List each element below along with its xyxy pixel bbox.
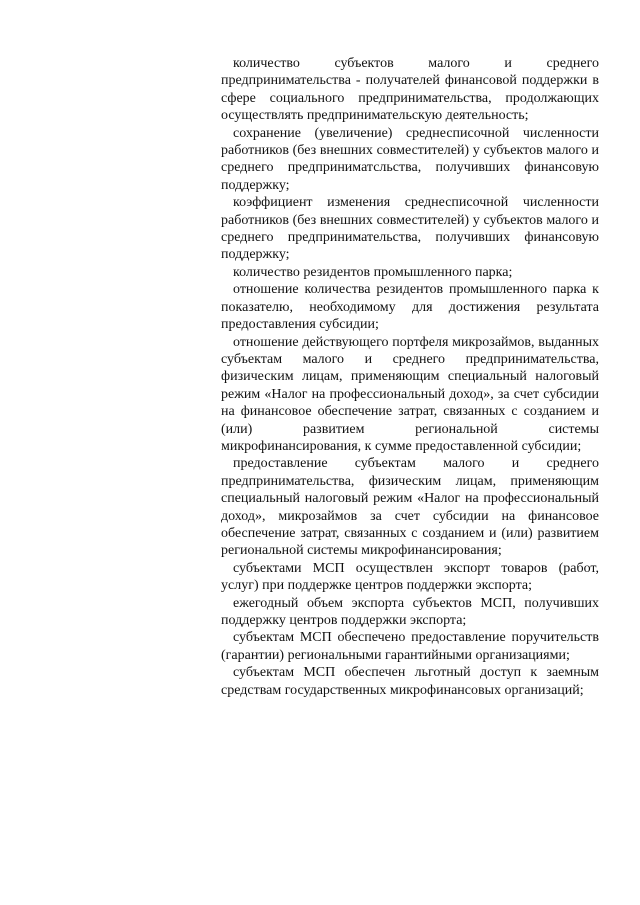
paragraph-11: субъектам МСП обеспечен льготный доступ к заемным средствам государственных микрофинансовых организаций; [221,665,599,698]
paragraph-5: отношение количества резидентов промышленного парка к показателю, необходимому для достижения результата предоставления субсидии; [221,282,599,333]
paragraph-4: количество резидентов промышленного парка; [233,264,513,280]
paragraph-7: предоставление субъектам малого и среднего предпринимательства, физическим лицам, применяющим специальный налоговый режим «Налог на профессиональный доход», микрозаймов за счет субсидии на финансовое обеспечение затрат, связанных с созданием и (или) развитием региональной системы микрофинансирования; [221,456,599,559]
paragraph-1: количество субъектов малого и среднего предпринимательства - получателей финансовой поддержки в сфере социального предпринимательства, продолжающих осуществлять предпринимательскую деятельность; [221,56,599,124]
paragraph-8: субъектами МСП осуществлен экспорт товаров (работ, услуг) при поддержке центров поддержки экспорта; [221,560,599,594]
paragraph-3: коэффициент изменения среднесписочной численности работников (без внешних совместителей) у субъектов малого и среднего предпринимательства, получивших финансовую поддержку; [221,195,599,263]
paragraph-6: отношение действующего портфеля микрозаймов, выданных субъектам малого и среднего предпринимательства, физическим лицам, применяющим специальный налоговый режим «Налог на профессиональный доход», за счет субсидии на финансовое обеспечение затрат, связанных с созданием и (или) развитием региональной системы микрофинансирования, к сумме предоставленной субсидии; [221,334,599,454]
paragraph-9: ежегодный объем экспорта субъектов МСП, получивших поддержку центров поддержки экспорта; [221,595,599,628]
paragraph-10: субъектам МСП обеспечено предоставление поручительств (гарантии) региональными гарантийными организациями; [221,630,599,663]
paragraph-2: сохранение (увеличение) среднесписочной численности работников (без внешних совместителей) у субъектов малого и среднего предприниматсльства, получивших финансовую поддержку; [221,125,599,193]
document-page [221,55,599,699]
